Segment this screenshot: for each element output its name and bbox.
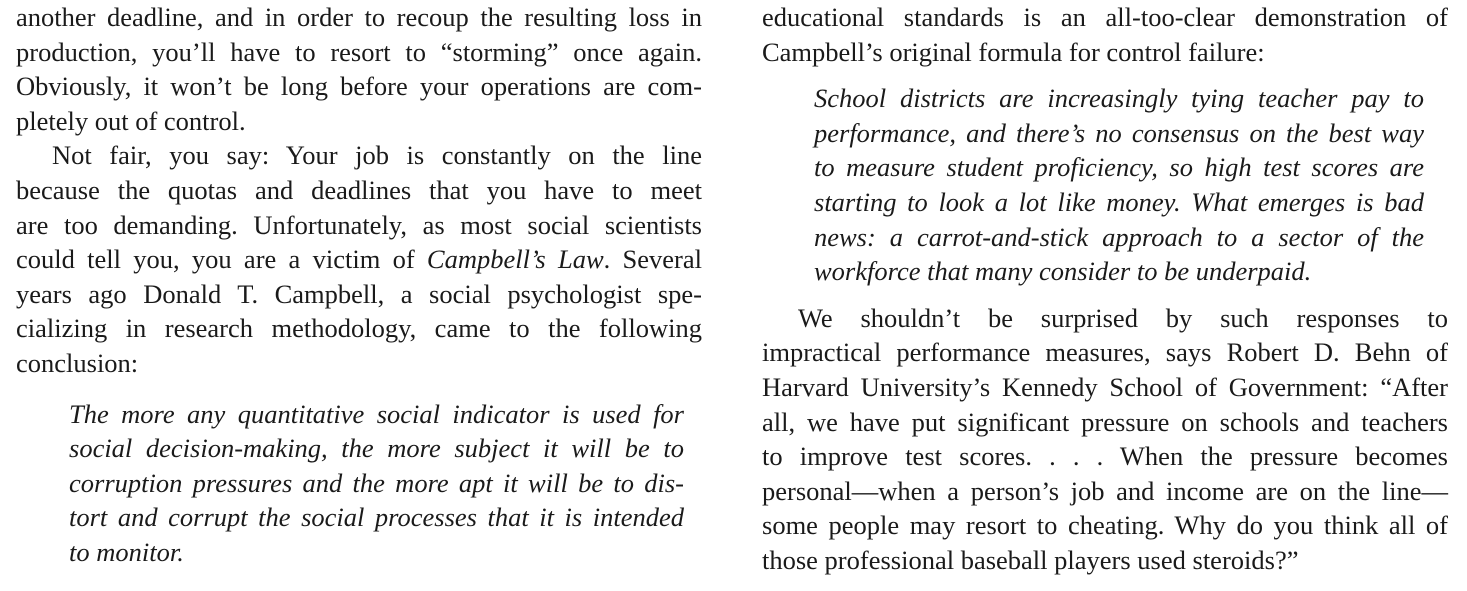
text-line: conclusion: <box>16 347 139 378</box>
block-quote-teacher-pay <box>814 81 1424 289</box>
text-line: impractical performance measures, says Robert D. Behn of <box>762 337 1448 368</box>
campbells-law-italic: Campbell’s Law <box>426 244 604 275</box>
quote-line: School districts are increasingly tying teacher pay to <box>814 83 1424 114</box>
text-segment: could tell you, you are a victim of <box>16 244 427 275</box>
text-line: those professional baseball players used steroids?” <box>762 544 1299 575</box>
quote-line: to measure student proficiency, so high test scores are <box>814 152 1424 183</box>
quote-line: corruption pressures and the more apt it will be to dis- <box>69 467 684 498</box>
text-line: another deadline, and in order to recoup the resulting loss in <box>16 2 702 32</box>
quote-line: to monitor. <box>69 536 184 567</box>
text-line <box>16 242 702 277</box>
text-line: Obviously, it won’t be long before your operations are com- <box>16 71 702 102</box>
text-line: some people may resort to cheating. Why do you think all of <box>762 510 1448 541</box>
text-line: all, we have put significant pressure on schools and teachers <box>762 406 1448 437</box>
quote-line: news: a carrot-and-stick approach to a sector of the <box>814 221 1424 252</box>
paragraph-behn <box>762 301 1448 578</box>
block-quote-campbell <box>69 397 684 570</box>
text-line: We shouldn’t be surprised by such responses to <box>798 302 1448 333</box>
right-column <box>762 0 1448 578</box>
spacer <box>762 69 1448 81</box>
quote-line: social decision-making, the more subject it will be to <box>69 433 684 464</box>
quote-line: starting to look a lot like money. What emerges is bad <box>814 186 1424 217</box>
quote-line: workforce that many consider to be underpaid. <box>814 256 1312 287</box>
text-line: personal—when a person’s job and income are on the line— <box>762 475 1448 506</box>
text-line: educational standards is an all-too-clear demonstration of <box>762 2 1448 32</box>
spacer <box>16 381 702 397</box>
text-line: Campbell’s original formula for control failure: <box>762 36 1265 67</box>
spacer <box>762 289 1448 301</box>
text-line: production, you’ll have to resort to “storming” once again. <box>16 36 702 67</box>
paragraph-intro <box>762 0 1448 69</box>
text-line: to improve test scores. . . . When the pressure becomes <box>762 441 1448 472</box>
text-line: pletely out of control. <box>16 105 246 136</box>
text-line: Not fair, you say: Your job is constantly on the line <box>52 140 702 171</box>
text-line: because the quotas and deadlines that you have to meet <box>16 174 702 205</box>
quote-line: The more any quantitative social indicator is used for <box>69 398 684 429</box>
text-line: cializing in research methodology, came to the following <box>16 313 702 344</box>
text-line: years ago Donald T. Campbell, a social psychologist spe- <box>16 278 702 309</box>
text-line: are too demanding. Unfortunately, as most social scientists <box>16 209 702 240</box>
left-column <box>16 0 702 570</box>
text-segment: . Several <box>603 244 702 275</box>
paragraph-campbells-law <box>16 138 702 380</box>
paragraph-storming <box>16 0 702 138</box>
quote-line: tort and corrupt the social processes that it is intended <box>69 502 684 533</box>
text-line: Harvard University’s Kennedy School of Government: “After <box>762 371 1448 402</box>
quote-line: performance, and there’s no consensus on the best way <box>814 117 1424 148</box>
